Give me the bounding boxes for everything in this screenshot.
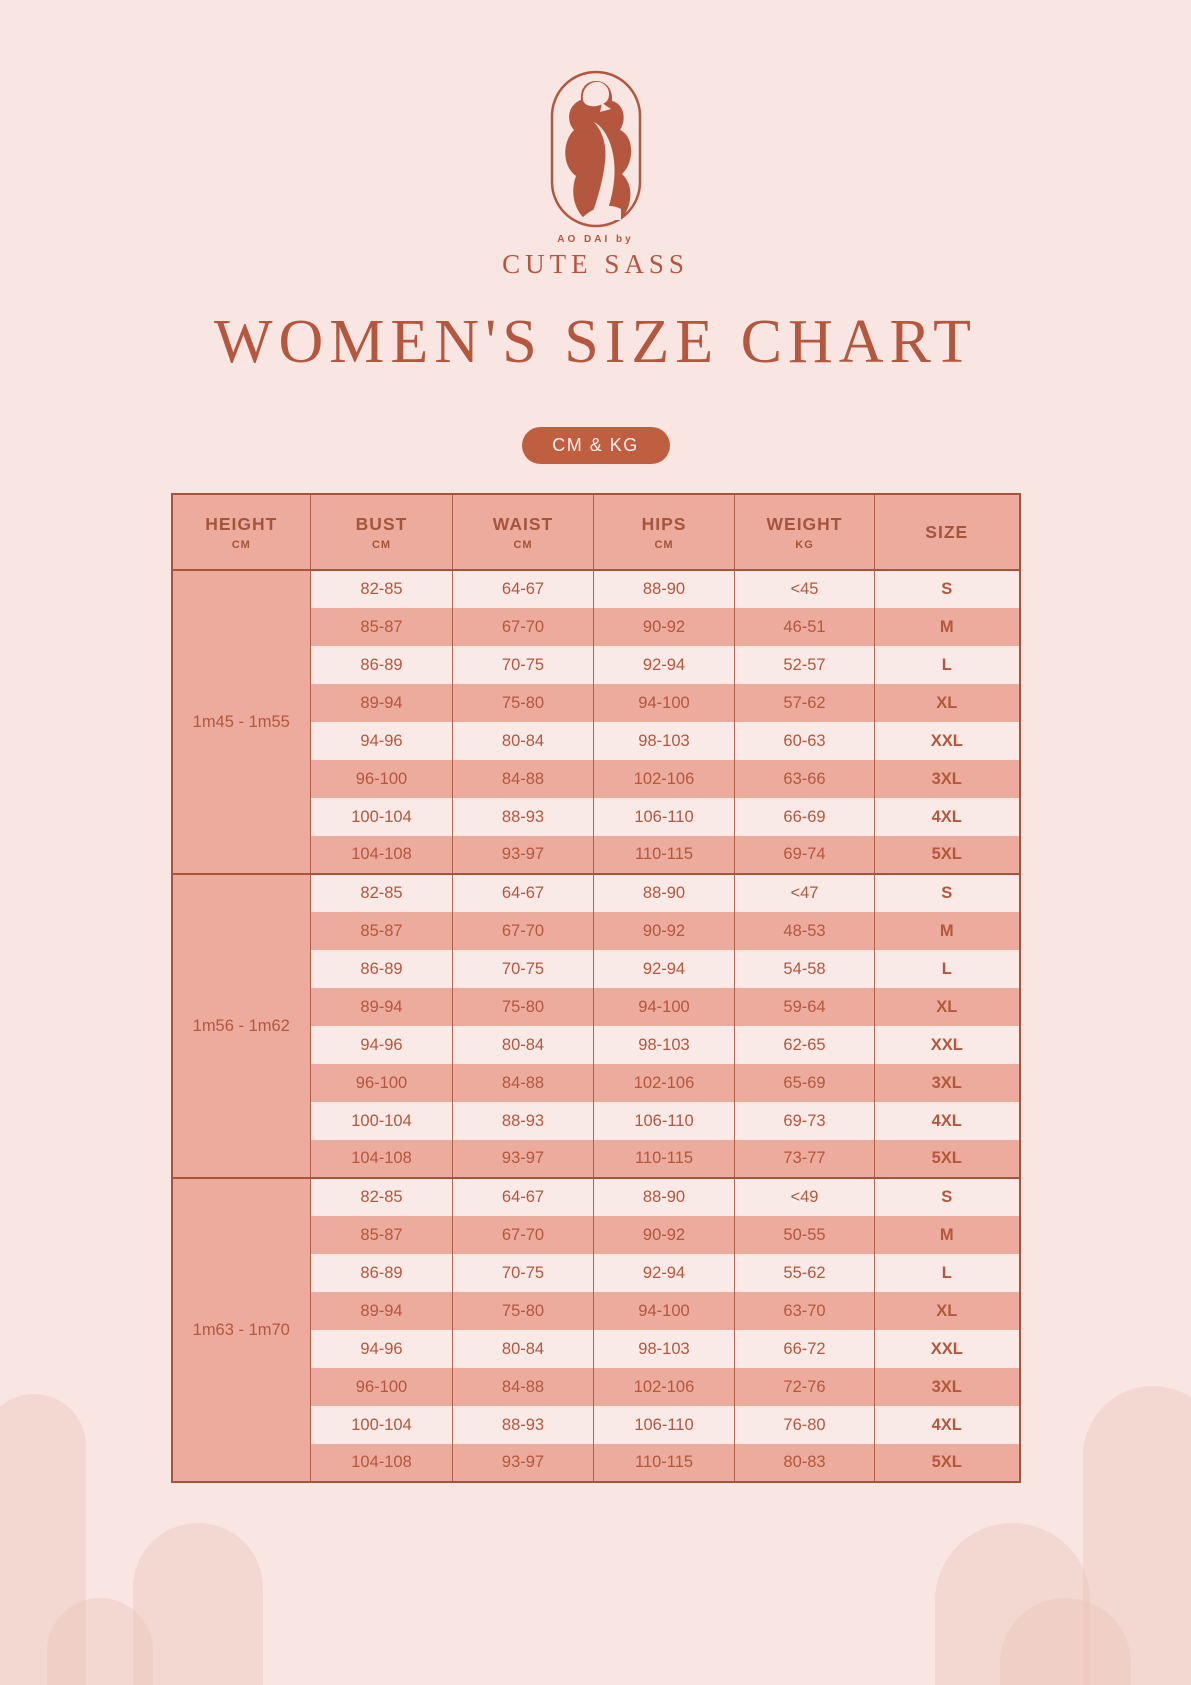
hips-cell: 98-103 <box>594 1026 735 1064</box>
size-cell: 5XL <box>875 836 1020 874</box>
weight-cell: 46-51 <box>735 608 875 646</box>
size-cell: S <box>875 570 1020 608</box>
brand-tagline: AO DAI by <box>557 234 634 245</box>
hips-cell: 106-110 <box>594 1406 735 1444</box>
size-cell: 4XL <box>875 1102 1020 1140</box>
height-group-cell: 1m45 - 1m55 <box>172 570 311 874</box>
size-cell: 3XL <box>875 1064 1020 1102</box>
bust-cell: 94-96 <box>311 1330 453 1368</box>
hips-cell: 94-100 <box>594 684 735 722</box>
hips-cell: 94-100 <box>594 988 735 1026</box>
weight-cell: <49 <box>735 1178 875 1216</box>
bust-cell: 86-89 <box>311 1254 453 1292</box>
brand-name: CUTE SASS <box>502 249 689 279</box>
weight-cell: 54-58 <box>735 950 875 988</box>
bust-cell: 100-104 <box>311 1406 453 1444</box>
bust-cell: 104-108 <box>311 836 453 874</box>
brand-logo <box>0 0 1191 279</box>
bust-cell: 85-87 <box>311 912 453 950</box>
height-group-cell: 1m56 - 1m62 <box>172 874 311 1178</box>
weight-cell: 59-64 <box>735 988 875 1026</box>
weight-cell: 80-83 <box>735 1444 875 1482</box>
hips-cell: 106-110 <box>594 1102 735 1140</box>
waist-cell: 84-88 <box>453 760 594 798</box>
table-header-row <box>172 494 1020 570</box>
weight-cell: 62-65 <box>735 1026 875 1064</box>
woman-figure-icon <box>550 70 642 228</box>
bust-cell: 85-87 <box>311 608 453 646</box>
waist-cell: 88-93 <box>453 1102 594 1140</box>
waist-cell: 80-84 <box>453 722 594 760</box>
hips-cell: 88-90 <box>594 570 735 608</box>
weight-cell: 60-63 <box>735 722 875 760</box>
column-header-height: HEIGHT CM <box>172 494 311 570</box>
size-cell: L <box>875 950 1020 988</box>
weight-cell: 52-57 <box>735 646 875 684</box>
page-title: WOMEN'S SIZE CHART <box>214 308 977 376</box>
size-cell: XL <box>875 684 1020 722</box>
hips-cell: 90-92 <box>594 1216 735 1254</box>
bust-cell: 100-104 <box>311 798 453 836</box>
waist-cell: 64-67 <box>453 570 594 608</box>
weight-cell: 48-53 <box>735 912 875 950</box>
hips-cell: 88-90 <box>594 1178 735 1216</box>
waist-cell: 93-97 <box>453 1444 594 1482</box>
bust-cell: 104-108 <box>311 1444 453 1482</box>
size-cell: M <box>875 1216 1020 1254</box>
weight-cell: 57-62 <box>735 684 875 722</box>
table-row <box>172 570 1020 608</box>
hips-cell: 110-115 <box>594 836 735 874</box>
weight-cell: 73-77 <box>735 1140 875 1178</box>
waist-cell: 70-75 <box>453 646 594 684</box>
bust-cell: 86-89 <box>311 950 453 988</box>
column-header-size: SIZE <box>875 494 1020 570</box>
weight-cell: 63-70 <box>735 1292 875 1330</box>
weight-cell: 76-80 <box>735 1406 875 1444</box>
weight-cell: 72-76 <box>735 1368 875 1406</box>
hips-cell: 102-106 <box>594 760 735 798</box>
waist-cell: 70-75 <box>453 1254 594 1292</box>
weight-cell: 66-72 <box>735 1330 875 1368</box>
size-cell: L <box>875 1254 1020 1292</box>
waist-cell: 70-75 <box>453 950 594 988</box>
size-cell: XL <box>875 988 1020 1026</box>
size-cell: 5XL <box>875 1140 1020 1178</box>
table-row <box>172 874 1020 912</box>
size-cell: S <box>875 874 1020 912</box>
size-cell: 3XL <box>875 760 1020 798</box>
waist-cell: 88-93 <box>453 798 594 836</box>
waist-cell: 67-70 <box>453 912 594 950</box>
size-cell: 4XL <box>875 1406 1020 1444</box>
hips-cell: 110-115 <box>594 1444 735 1482</box>
hips-cell: 90-92 <box>594 912 735 950</box>
bust-cell: 96-100 <box>311 1064 453 1102</box>
size-cell: XXL <box>875 1330 1020 1368</box>
size-cell: M <box>875 608 1020 646</box>
hips-cell: 102-106 <box>594 1368 735 1406</box>
weight-cell: 66-69 <box>735 798 875 836</box>
column-header-bust: BUST CM <box>311 494 453 570</box>
bust-cell: 86-89 <box>311 646 453 684</box>
bust-cell: 96-100 <box>311 760 453 798</box>
waist-cell: 75-80 <box>453 1292 594 1330</box>
waist-cell: 80-84 <box>453 1330 594 1368</box>
bust-cell: 82-85 <box>311 570 453 608</box>
waist-cell: 67-70 <box>453 1216 594 1254</box>
hips-cell: 92-94 <box>594 646 735 684</box>
weight-cell: 69-74 <box>735 836 875 874</box>
size-cell: 5XL <box>875 1444 1020 1482</box>
hips-cell: 94-100 <box>594 1292 735 1330</box>
size-cell: XL <box>875 1292 1020 1330</box>
waist-cell: 88-93 <box>453 1406 594 1444</box>
size-cell: XXL <box>875 722 1020 760</box>
waist-cell: 93-97 <box>453 1140 594 1178</box>
bust-cell: 100-104 <box>311 1102 453 1140</box>
waist-cell: 75-80 <box>453 988 594 1026</box>
column-header-weight: WEIGHT KG <box>735 494 875 570</box>
bust-cell: 94-96 <box>311 722 453 760</box>
bust-cell: 82-85 <box>311 1178 453 1216</box>
column-header-hips: HIPS CM <box>594 494 735 570</box>
bust-cell: 89-94 <box>311 684 453 722</box>
table-row <box>172 1178 1020 1216</box>
weight-cell: 63-66 <box>735 760 875 798</box>
hips-cell: 106-110 <box>594 798 735 836</box>
waist-cell: 64-67 <box>453 1178 594 1216</box>
weight-cell: 65-69 <box>735 1064 875 1102</box>
bust-cell: 104-108 <box>311 1140 453 1178</box>
weight-cell: 50-55 <box>735 1216 875 1254</box>
bust-cell: 89-94 <box>311 988 453 1026</box>
size-cell: M <box>875 912 1020 950</box>
hips-cell: 90-92 <box>594 608 735 646</box>
weight-cell: <47 <box>735 874 875 912</box>
hips-cell: 98-103 <box>594 722 735 760</box>
weight-cell: <45 <box>735 570 875 608</box>
waist-cell: 75-80 <box>453 684 594 722</box>
hips-cell: 110-115 <box>594 1140 735 1178</box>
hips-cell: 92-94 <box>594 1254 735 1292</box>
size-cell: S <box>875 1178 1020 1216</box>
table-body <box>172 570 1020 1482</box>
height-group-cell: 1m63 - 1m70 <box>172 1178 311 1482</box>
size-cell: L <box>875 646 1020 684</box>
bust-cell: 85-87 <box>311 1216 453 1254</box>
bust-cell: 89-94 <box>311 1292 453 1330</box>
hips-cell: 92-94 <box>594 950 735 988</box>
bust-cell: 82-85 <box>311 874 453 912</box>
hips-cell: 102-106 <box>594 1064 735 1102</box>
bust-cell: 94-96 <box>311 1026 453 1064</box>
waist-cell: 67-70 <box>453 608 594 646</box>
size-cell: 4XL <box>875 798 1020 836</box>
hips-cell: 88-90 <box>594 874 735 912</box>
size-cell: 3XL <box>875 1368 1020 1406</box>
waist-cell: 93-97 <box>453 836 594 874</box>
waist-cell: 84-88 <box>453 1064 594 1102</box>
weight-cell: 55-62 <box>735 1254 875 1292</box>
waist-cell: 84-88 <box>453 1368 594 1406</box>
weight-cell: 69-73 <box>735 1102 875 1140</box>
bust-cell: 96-100 <box>311 1368 453 1406</box>
waist-cell: 64-67 <box>453 874 594 912</box>
size-cell: XXL <box>875 1026 1020 1064</box>
unit-badge: CM & KG <box>522 427 670 464</box>
hips-cell: 98-103 <box>594 1330 735 1368</box>
size-chart-table <box>171 493 1021 1483</box>
waist-cell: 80-84 <box>453 1026 594 1064</box>
column-header-waist: WAIST CM <box>453 494 594 570</box>
